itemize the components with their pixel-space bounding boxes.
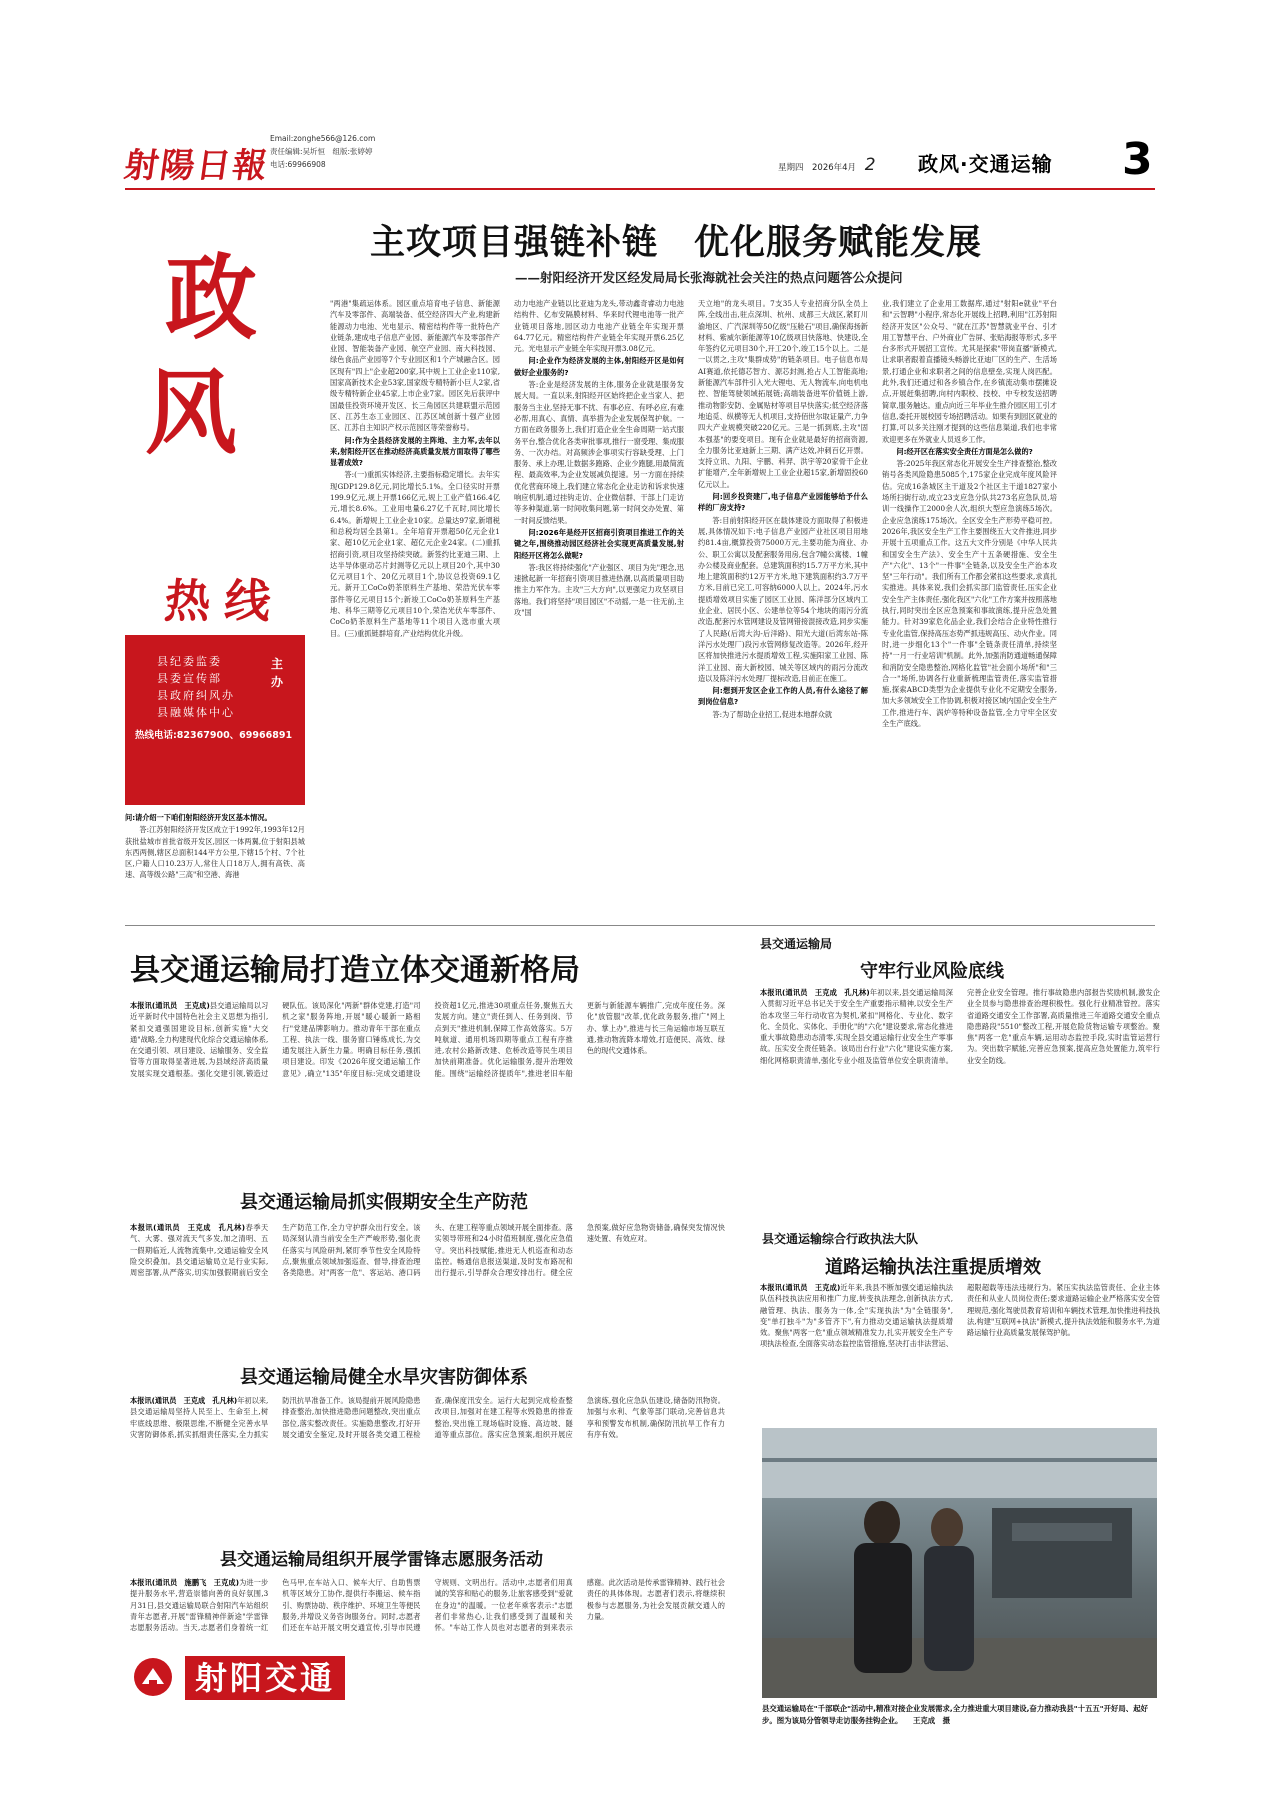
caption-text: 县交通运输局在"千部联企"活动中,精准对接企业发展需求,全力推进重大项目建设,奋力推动我县"十五五"开好局、起好步。图为该局分管领导走访服务挂钩企业。	[762, 1704, 1148, 1725]
transport-logo	[130, 1650, 395, 1705]
news-photo	[762, 1428, 1157, 1698]
holiday-story	[130, 1222, 725, 1352]
safety-kicker: 县交通运输局	[760, 937, 833, 951]
byline: 本报讯(通讯员 王克成 孔凡林)	[130, 1223, 246, 1232]
flood-headline: 县交通运输局健全水旱灾害防御体系	[240, 1367, 528, 1388]
paragraph: 县交通运输局以习近平新时代中国特色社会主义思想为指引,紧扣交通强国建设目标,创新实施"大交通"战略,全力构建现代化综合交通运输体系,在交通引领、项目建设、运输服务、安全监管等方面取得显著进展,为县域经济高质量发展实现交通根基。强化交建引领,锻造过硬队伍。该局深化"两新"群体党建,打造"司机之家"服务阵地,开展"暖心暖新一路相行"党建品牌影响力。推动青年干部在重点工程、执法一线、服务窗口锤炼成长,为交通发展注入新生力量。明确目标任务,强抓项目建设。印发《2026年度交通运输工作意见》,确立"135"年度目标:完成交通建设投资超1亿元,推进30项重点任务,聚焦五大发展方向。建立"责任到人、任务到岗、节点到天"推进机制,保障工作高效落实。5万吨航道、通用机场四期等重点工程有序推进,农村公路新改建、危桥改造等民生项目加快前期准备。优化运输服务,提升治理效能。围绕"运输经济提质年",推进老旧车船更新与新能源车辆推广,完成年度任务。深化"放管服"改革,优化政务服务,推广"网上办、掌上办",推进与长三角运输市场互联互通,推动物流降本增效,打造便民、高效、绿色的现代交通体系。	[130, 1001, 725, 1078]
masthead-email: Email:zonghe566@126.com	[270, 134, 376, 143]
answer: 答:为了帮助企业招工,促进本地群众就	[712, 709, 833, 719]
masthead-phone: 电话:69966908	[270, 160, 326, 169]
transport-main-story	[130, 1000, 725, 1175]
law-kicker: 县交通运输综合行政执法大队	[762, 1232, 919, 1246]
answer: 答:目前射阳经开区在载体建设方面取得了积极进展,具体情况如下:电子信息产业园产业社区项目用地约81.4亩,概算投资75000万元,主要功能为商业、办公、职工公寓以及配套服务用房,包含7幢公寓楼、1幢办公楼及商业配套。总建筑面积约15.7万平方米,其中地上建筑面积约12万平方米,地下建筑面积约3.7万平方米,目前已完工,可容纳6000人以上。2024年,污水提质增效项目实施了园区工业园、陈洋部分区域内工业企业、居民小区、公建单位等54个地块的雨污分流改造,配套污水管网建设及管网错接混接改造,同步实施了人民路(后湾大沟-后洋路)、阳光大道(后湾东站-陈洋污水处理厂)段污水管网修复改造等。2026年,经开区将加快推进污水提质增效工程,实施阳家工业园、陈洋工业园、南大新校园、城关等区域内的雨污分流改造以及陈洋污水处理厂提标改造,目前正在施工。	[698, 515, 868, 683]
feature-col-5	[882, 298, 1057, 923]
question: 问:作为全县经济发展的主阵地、主力军,去年以来,射阳经开区在推动经济高质量发展方面取得了哪些显著成效?	[330, 435, 500, 468]
byline: 本报讯(通讯员 施鹏飞 王克成)	[130, 1578, 239, 1587]
masthead-date	[778, 155, 876, 175]
photo-credit: 王克成 摄	[913, 1716, 950, 1725]
safety-headline: 守牢行业风险底线	[860, 961, 1004, 982]
page-number: 3	[1122, 134, 1153, 185]
hotline-sponsor: 主办	[271, 657, 284, 689]
zhengfeng-badge	[125, 205, 305, 810]
feature-col-1	[330, 298, 500, 923]
date-text: 星期四 2026年4月	[778, 163, 857, 173]
answer: 答:(一)重抓实体经济,主要指标稳定增长。去年实现GDP129.8亿元,同比增长5.1%。全口径实时开票199.9亿元,规上开票166亿元,规上工业产值166.4亿元,增长8.6%。工业用电量6.27亿千瓦时,同比增长6.4%。新增规上工业企业10家。总量达97家,新增税和总税均居全县第1。全年培育开票超50亿元企业1家、超10亿元企业1家、超亿元企业24家。(二)重抓招商引资,项目攻坚持续突破。新签约比亚迪三期、上达半导体驱动芯片封测等亿元以上项目20个,其中30亿元项目1个、20亿元项目1个,协议总投资69.1亿元。新开工CoCo奶茶原料生产基地、荣浩光伏车零部件等亿元项目15个;新竣工CoCo奶茶原料生产基地、科华三期等亿元项目10个,荣浩光伏车零部件、CoCo奶茶原料生产基地等11个项目入选市重大项目。(三)重抓链群培育,产业结构优化升级。	[330, 470, 500, 638]
volunteer-headline: 县交通运输局组织开展学雷锋志愿服务活动	[220, 1550, 543, 1570]
date-day: 2	[864, 155, 876, 175]
paragraph: 春季天气、大雾、强对流天气多发,加之清明、五一假期临近,人流物流集中,交通运输安全风险交织叠加。县交通运输局立足行业实际,周密部署,从严落实,切实加强假期前后安全生产防范工作,全力守护群众出行安全。该局深刻认清当前安全生产严峻形势,强化责任落实与风险研判,紧盯季节性安全风险特点,聚焦重点领域加强巡查、督导,排查治理各类隐患。对"两客一危"、客运站、港口码头、在建工程等重点领域开展全面排查。落实领导带班和24小时值班制度,强化应急值守。突出科技赋能,推进无人机巡查和动态监控。畅通信息报送渠道,及时发布路况和出行提示,引导群众合理安排出行。健全应急预案,做好应急物资储备,确保突发情况快速处置、有效应对。	[130, 1223, 725, 1278]
question: 问:企业作为经济发展的主体,射阳经开区是如何做好企业服务的?	[514, 356, 684, 377]
paragraph: 年初以来,县交通运输局坚持人民至上、生命至上,树牢底线思维、极限思维,不断健全完善水旱灾害防御体系,抓实抓细责任落实,全力抓实防汛抗旱准备工作。该局提前开展风险隐患排查整治,加快推进隐患问题整改,突出重点部位,落实整改责任。实施隐患整改,打好开展交通安全鉴定,及时开展各类交通工程检查,确保度汛安全。运行大起到完成检查整改项目,加强对在建工程等水毁隐患的排查整治,突出施工现场临时设施、高边坡、隧道等重点部位。落实应急预案,组织开展应急演练,强化应急队伍建设,储备防汛物资。加强与水利、气象等部门联动,完善信息共享和预警发布机制,确保防汛抗旱工作有力有序有效。	[130, 1396, 725, 1439]
feature-headline: 主攻项目强链补链 优化服务赋能发展	[370, 223, 983, 263]
section-divider	[125, 925, 1155, 926]
question: 问:2026年是经开区招商引资项目推进工作的关键之年,围绕推动园区经济社会实现更高质量发展,射阳经开区将怎么做呢?	[514, 527, 684, 560]
paragraph: 近年来,我县不断加强交通运输执法队伍科技执法应用和推广力度,转变执法理念,创新执法方式,融管理、执法、服务为一体,全"实现执法"为"全链服务",变"单打独斗"为"多管齐下",有力推动交通运输执法提质增效。聚焦"两客一危"重点领域精准发力,扎实开展安全生产专项执法检查,全面落实动态监控监管措施,坚决打击非法营运、超限超载等违法违规行为。紧压实执法监管责任、企业主体责任和从业人员岗位责任;要求道路运输企业严格落实安全管理规范,强化驾驶员教育培训和车辆技术管理,加快推进科技执法,构建"互联网+执法"新模式,提升执法效能和服务水平,为道路运输行业高质量发展保驾护航。	[760, 1283, 1160, 1349]
paragraph: 为进一步提升服务水平,营造崇德向善的良好氛围,3月31日,县交通运输局联合射阳汽车站组织青年志愿者,开展"雷锋精神伴新途"学雷锋志愿服务活动。当天,志愿者们身着统一红色马甲,在车站入口、候车大厅、自助售票机等区域分工协作,提供行李搬运、候车指引、购票协助、秩序维护、环境卫生等便民服务,并增设义务咨询服务台。同时,志愿者们还在车站开展文明交通宣传,引导市民遵守规则、文明出行。活动中,志愿者们用真诚的笑容和贴心的服务,让旅客感受到"爱就在身边"的温暖。一位老年乘客表示:"志愿者们非常热心,让我们感受到了温暖和关怀。"车站工作人员也对志愿者的到来表示感谢。此次活动是传承雷锋精神、践行社会责任的具体体现。志愿者们表示,将继续积极参与志愿服务,为社会发展贡献交通人的力量。	[130, 1578, 725, 1633]
masthead-info	[270, 132, 375, 171]
safety-story	[760, 987, 1160, 1207]
law-story	[760, 1282, 1160, 1422]
answer: 答:江苏射阳经济开发区成立于1992年,1993年12月获批盐城市首批省级开发区,园区一体两翼,位于射阳县城东西两侧,辖区总面积144平方公里,下辖15个村、7个社区,户籍人口10.23万人,常住人口18万人,拥有高铁、高速、高等级公路"三高"和空港、海港	[125, 825, 305, 880]
paragraph: 业,我们建立了企业用工数据库,通过"射阳e就业"平台和"云智聘"小程序,常态化开展线上招聘,利用"江苏射阳经济开发区"公众号、"就在江苏"智慧就业平台、引才用工智慧平台、户外商业广告屏、张贴海报等形式,多平台多形式开展招工宣传。尤其是探索"带岗直播"新模式,让求职者跟着直播镜头畅游比亚迪厂区的生产、生活场景,打通企业和求职者之间的信息壁垒,实现人岗匹配。此外,我们还通过和各乡镇合作,在乡镇流动集市摆摊设点,开展赶集招聘,向村内职校、技校、中专校发送招聘简章,服务触达。重点向近三年毕业生推介园区用工引才信息,委托开展校园专场招聘活动。如果有到园区就业的打算,可以多关注刚才提到的这些信息渠道,我们也非常欢迎更多在外就业人员返乡工作。	[882, 299, 1057, 444]
byline: 本报讯(通讯员 王克成)	[760, 1283, 841, 1292]
question: 问:经开区在落实安全责任方面是怎么做的?	[896, 446, 1033, 456]
paragraph: "两港"集疏运体系。园区重点培育电子信息、新能源汽车及零部件、高端装备、低空经济四大产业,构建新能源动力电池、光电显示、精密结构件等一批特色产业链条,建成电子信息产业园、新能源汽车及零部件产业园、智能装备产业园、航空产业园、南大科技园、绿色食品产业园等7个专业园区和1个产城融合区。园区现有"四上"企业超200家,其中规上工业企业110家,国家高新技术企业53家,国家级专精特新小巨人2家,省级专精特新企业45家,上市企业7家。园区先后获评中国最佳投资环境开发区、长三角园区共建联盟示范园区、江苏生态工业园区、江苏区域创新十强产业园区、江苏自主知识产权示范园区等荣誉称号。	[330, 299, 500, 433]
question: 问:想到开发区企业工作的人员,有什么途径了解到岗位信息?	[698, 686, 868, 707]
paragraph: 动力电池产业链以比亚迪为龙头,带动鑫奇睿动力电池结构件、亿布安隔膜材料、华来时代锂电池等一批产业链项目落地,园区动力电池产业链全年实现开票64.77亿元。精密结构件产业链全年实现开票6.25亿元。光电显示产业链全年实现开票3.08亿元。	[514, 299, 684, 354]
hotline-phone: 热线电话:82367900、69966891	[135, 730, 293, 741]
paragraph: 天立地"的龙头项目。7支35人专业招商分队全员上阵,全线出击,驻点深圳、杭州、成都三大战区,紧盯川渝地区、广汽深圳等50亿级"压舱石"项目,确保海扬新材料、紫威尔新能源等10亿级项目快落地、快建设,全年签约亿元项目30个,开工20个,竣工15个以上。二是一以贯之,主攻"集群成势"的链条项目。电子信息布局AI赛道,依托德芯智方、源芯封测,抢占人工智能高地;新能源汽车部件引入光大锂电、无人物流车,向电机电控、智能驾驶领域拓展链;高端装备进军价值链上游,推动物影安防、金属贴材等项目早快落实;低空经济落地追觅、纵横等无人机项目,支持佰世尔取证量产,力争四大产业规模突破220亿元。三是一抓到底,主攻"固本强基"的要变项目。现有企业就是最好的招商资源,全力服务比亚迪新上三期、满产达效,冲刺百亿开票。支持立讯、九阳、宇鹏、科羿、洪宇等20家骨干企业扩能增产,全年新增规上工业企业超15家,新增固投60亿元以上。	[698, 299, 868, 489]
hotline-orgs	[157, 653, 235, 721]
transport-main-headline: 县交通运输局打造立体交通新格局	[130, 953, 580, 988]
section-name: 政风·交通运输	[918, 152, 1053, 176]
flood-story	[130, 1395, 725, 1540]
masthead-editor: 责任编辑:吴圻恒 组版:张婷婷	[270, 147, 373, 156]
paragraph: 年初以来,县交通运输局深入贯彻习近平总书记关于安全生产重要指示精神,以安全生产治本攻坚三年行动收官为契机,紧扣"网格化、专业化、数字化、全员化、实体化、手册化"的"六化"建设要求,常态化推进重大事故隐患动态清零,实现全县交通运输行业安全生产零事故。压实安全责任链条。该局出台行业"六化"建设实施方案,细化网格职责清单,强化专业小组及监管单位安全职责清单。完善企业安全管理。推行事故隐患内部报告奖励机制,激发企业全员参与隐患排查治理积极性。强化行业精准管控。落实省道路交通安全工作部署,高质量推进三年道路交通安全重点隐患路段"5510"整改工程,开展危险货物运输专项整治。聚焦"两客一危"重点车辆,运用动态监控手段,实时监管运营行为。突出数字赋能,完善应急预案,提高应急处置能力,筑牢行业安全防线。	[760, 988, 1160, 1065]
hotline-org: 县政府纠风办	[157, 689, 235, 702]
feature-subtitle: ——射阳经济开发区经发局局长张海就社会关注的热点问题答公众提问	[515, 270, 903, 285]
byline: 本报讯(通讯员 王克成)	[130, 1001, 210, 1010]
feature-col-4	[698, 298, 868, 923]
hotline-org: 县纪委监委	[157, 655, 222, 668]
factory-photo-illustration	[762, 1428, 1157, 1698]
hotline-box	[125, 635, 305, 805]
answer: 答:企业是经济发展的主体,服务企业就是服务发展大局。一直以来,射阳经开区始终把企业当家人、把服务当主业,坚持无事不扰、有事必应、有呼必应,有难必帮,用真心、真情、真举措为企业发展保驾护航。一方面在政务服务上,我们打造企业全生命周期一站式服务平台,整合优化各类审批事项,推行一窗受理、集成服务、一次办结。对高频涉企事项实行容缺受理、上门服务、承上办理,让数据多跑路、企业少跑腿,用最简流程、最高效率,为企业发展减负提速。另一方面在持续优化营商环境上,我们建立常态化企业走访和诉求快速响应机制,通过挂钩走访、企业微信群、干部上门走访等多种渠道,第一时间收集问题,第一时间交办处置、第一时间反馈结果。	[514, 380, 684, 525]
holiday-headline: 县交通运输局抓实假期安全生产防范	[240, 1192, 528, 1213]
feature-col-3	[514, 298, 684, 923]
badge-char-feng: 风	[145, 360, 238, 467]
question: 问:请介绍一下咱们射阳经济开发区基本情况。	[125, 813, 272, 822]
badge-char-zheng: 政	[165, 245, 258, 352]
byline: 本报讯(通讯员 王克成 孔凡林)	[760, 988, 870, 997]
answer: 答:我区将持续强化"产业强区、项目为先"理念,迅速掀起新一年招商引资项目推进热潮,以高质量项目助推主力军作为。主攻"三大方向",以更强定力攻坚项目落地。我们将坚持"项目园区"不动摇,一是一往无前,主攻"国	[514, 562, 684, 618]
byline: 本报讯(通讯员 王克成 孔凡林)	[130, 1396, 238, 1405]
logo-text: 射阳交通	[185, 1656, 345, 1700]
feature-intro	[125, 812, 305, 962]
law-headline: 道路运输执法注重提质增效	[825, 1257, 1041, 1278]
answer: 答:2025年我区常态化开展安全生产排查整治,整改销号各类风险隐患5085个,175家企业完成年度风险评估。完成16条城区主干道及2个社区主干道1827家小场所扫街行动,成立23支应急分队共273名应急队员,培训一线操作工2000余人次,组织大型应急演练5场次。企业应急演练175场次。全区安全生产形势平稳可控。2026年,我区安全生产工作主要围绕五大文件推进,同步开展十五项重点工作。这五大文件分别是《中华人民共和国安全生产法》、安全生产十五条硬措施、安全生产"六化"、13个"一件事"全链条,以及安全生产治本攻坚"三年行动"。我们所有工作都会紧扣这些要求,求真扎实推进。具体来说,我们会抓实部门监管责任,压实企业安全生产主体责任,强化我区"六化"工作方案并按照落地执行,同时突出全区应急预案和事故演练,提升应急处置能力。针对39家危化品企业,我们会结合企业特性推行专业化监管,保持高压态势严抓违规高压、动火作业。同时,进一步细化13个"一件事"全链条责任清单,持续坚持"一月一行业培训"机制。此外,加强消防通道畅通保障和消防安全隐患整治,网格化监管"社会面小场所"和"三合一"场所,协调各行业重新梳理监管责任,落实监管措施,探索ABCD类型为企业提供专业化不定期安全服务,加大多领域安全工作协调,积极对接区域内国企安全生产工作,推进行车、涡炉等特种设备监管,全力守牢全区安全生产底线。	[882, 459, 1057, 728]
masthead-rule	[125, 188, 1155, 190]
question: 问:回乡投资建厂,电子信息产业园能够给予什么样的厂房支持?	[698, 492, 868, 513]
hotline-org: 县委宣传部	[157, 672, 222, 685]
photo-caption	[762, 1703, 1157, 1727]
logo-emblem-icon	[134, 1658, 172, 1696]
masthead	[0, 110, 1280, 190]
hotline-org: 县融媒体中心	[157, 706, 235, 719]
badge-hotline-word: 热线	[161, 574, 288, 628]
paper-name: 射陽日報	[121, 146, 272, 186]
